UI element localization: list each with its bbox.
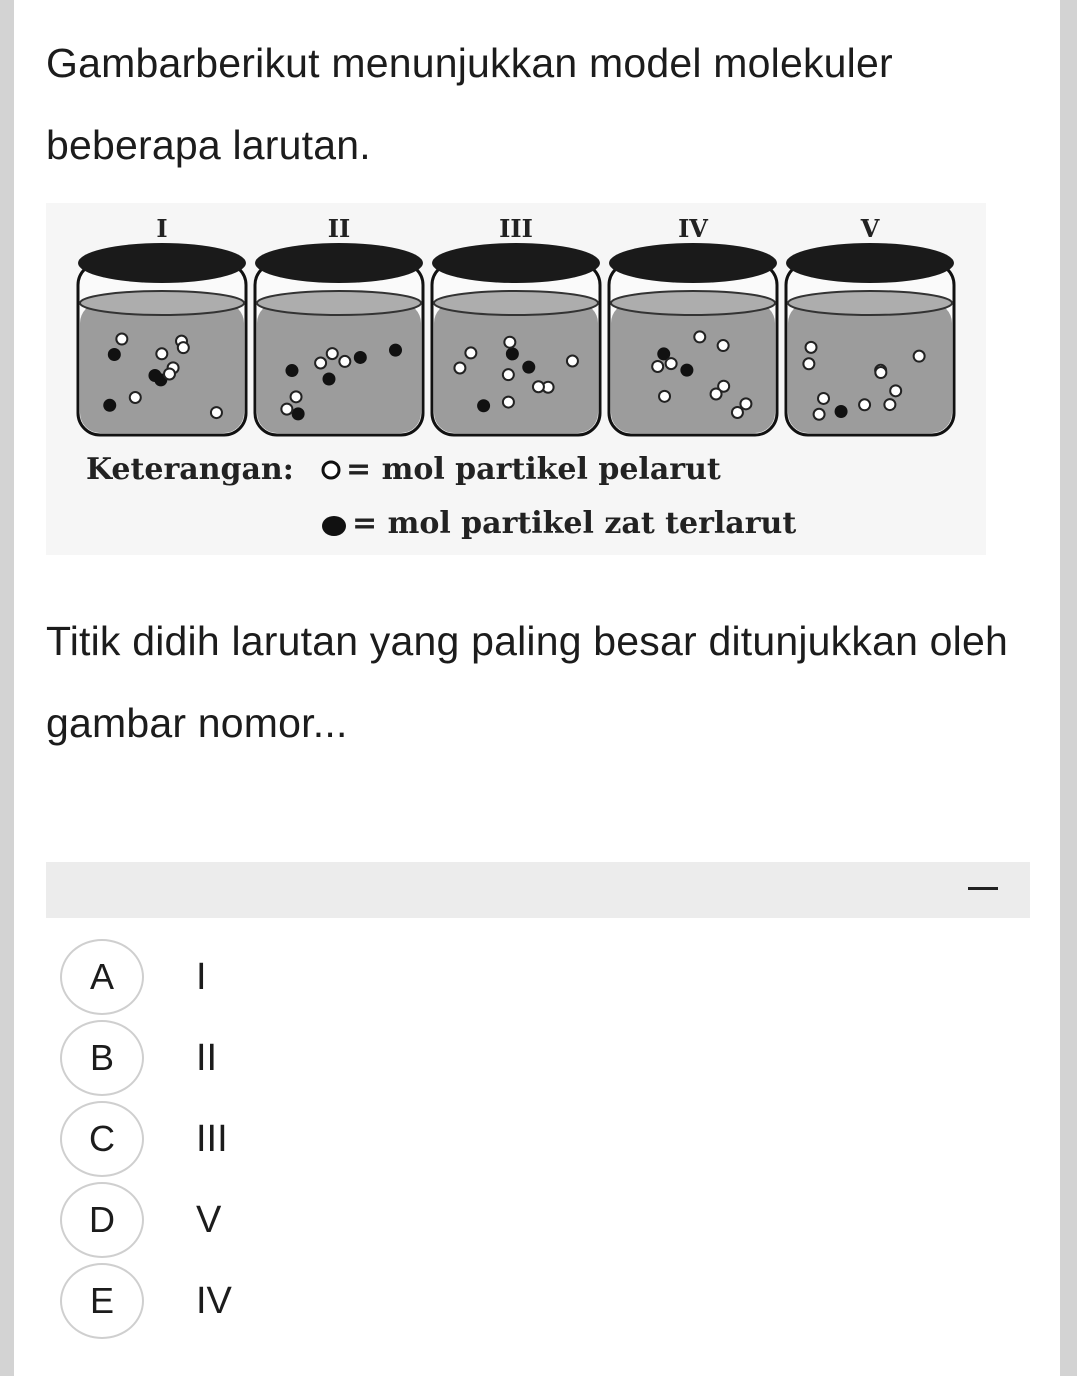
solvent-particle xyxy=(211,407,222,418)
beaker-label: III xyxy=(499,214,533,243)
solute-particle xyxy=(148,369,161,382)
beaker-lid xyxy=(78,243,246,283)
solute-particle xyxy=(292,407,305,420)
solvent-particle xyxy=(164,368,175,379)
solute-particle xyxy=(108,348,121,361)
solvent-particle xyxy=(652,361,663,372)
beaker-1 xyxy=(78,214,246,435)
option-d[interactable] xyxy=(60,1180,660,1260)
option-letter: E xyxy=(60,1263,144,1339)
beaker-label: II xyxy=(327,214,351,243)
solvent-particle xyxy=(803,358,814,369)
option-c[interactable] xyxy=(60,1099,660,1179)
solvent-particle xyxy=(454,362,465,373)
solvent-particle xyxy=(659,391,670,402)
option-a[interactable] xyxy=(60,937,660,1017)
beaker-label: IV xyxy=(678,214,708,243)
solution-surface xyxy=(257,291,421,315)
legend-solvent-icon xyxy=(323,462,339,478)
solvent-particle xyxy=(156,348,167,359)
solvent-particle xyxy=(666,358,677,369)
option-e[interactable] xyxy=(60,1261,660,1341)
solvent-particle xyxy=(914,351,925,362)
beaker-5 xyxy=(786,214,954,435)
option-letter: B xyxy=(60,1020,144,1096)
molecular-model-figure xyxy=(46,203,986,555)
solvent-particle xyxy=(718,340,729,351)
option-text: III xyxy=(196,1117,228,1160)
solvent-particle xyxy=(130,392,141,403)
beaker-label: V xyxy=(860,214,880,243)
legend-solvent-text: = mol partikel pelarut xyxy=(346,452,721,487)
solvent-particle xyxy=(465,347,476,358)
solute-particle xyxy=(285,364,298,377)
answer-bar[interactable] xyxy=(46,862,1030,918)
solvent-particle xyxy=(504,337,515,348)
option-text: V xyxy=(196,1198,222,1241)
solvent-particle xyxy=(875,367,886,378)
beaker-4 xyxy=(609,214,777,435)
beaker-solution xyxy=(257,303,421,433)
beaker-lid xyxy=(609,243,777,283)
solvent-particle xyxy=(859,399,870,410)
option-text: IV xyxy=(196,1279,232,1322)
solvent-particle xyxy=(503,369,514,380)
solvent-particle xyxy=(315,358,326,369)
solvent-particle xyxy=(740,398,751,409)
solvent-particle xyxy=(281,404,292,415)
solvent-particle xyxy=(814,409,825,420)
legend-solute-icon xyxy=(322,516,346,536)
solute-particle xyxy=(506,347,519,360)
solvent-particle xyxy=(339,356,350,367)
beaker-lid xyxy=(255,243,423,283)
solution-surface xyxy=(434,291,598,315)
solvent-particle xyxy=(533,381,544,392)
option-text: II xyxy=(196,1036,218,1079)
solvent-particle xyxy=(327,348,338,359)
solute-particle xyxy=(477,399,490,412)
solvent-particle xyxy=(116,334,127,345)
question-prompt: Titik didih larutan yang paling besar ditunjukkan oleh gambar nomor... xyxy=(46,618,1008,746)
solution-surface xyxy=(611,291,775,315)
solute-particle xyxy=(354,351,367,364)
solvent-particle xyxy=(884,399,895,410)
solvent-particle xyxy=(694,331,705,342)
option-text: I xyxy=(196,955,207,998)
solute-particle xyxy=(835,405,848,418)
solvent-particle xyxy=(291,391,302,402)
legend-solute-text: = mol partikel zat terlarut xyxy=(352,506,797,541)
solute-particle xyxy=(389,344,402,357)
solvent-particle xyxy=(732,407,743,418)
solute-particle xyxy=(680,364,693,377)
solvent-particle xyxy=(890,385,901,396)
solvent-particle xyxy=(806,342,817,353)
collapse-icon[interactable] xyxy=(968,887,998,890)
solvent-particle xyxy=(178,342,189,353)
legend-title: Keterangan: xyxy=(86,452,294,487)
legend xyxy=(86,452,796,541)
solute-particle xyxy=(322,373,335,386)
solvent-particle xyxy=(503,397,514,408)
option-letter: C xyxy=(60,1101,144,1177)
solution-surface xyxy=(80,291,244,315)
solvent-particle xyxy=(567,355,578,366)
option-letter: A xyxy=(60,939,144,1015)
solvent-particle xyxy=(818,393,829,404)
solvent-particle xyxy=(711,388,722,399)
question-card xyxy=(14,0,1060,1376)
beaker-3 xyxy=(432,214,600,435)
solute-particle xyxy=(522,361,535,374)
solution-surface xyxy=(788,291,952,315)
beaker-label: I xyxy=(156,214,168,243)
beaker-lid xyxy=(786,243,954,283)
beaker-2 xyxy=(255,214,423,435)
question-intro: Gambarberikut menunjukkan model molekuler beberapa larutan. xyxy=(46,40,893,168)
option-b[interactable] xyxy=(60,1018,660,1098)
solute-particle xyxy=(103,399,116,412)
beaker-lid xyxy=(432,243,600,283)
option-letter: D xyxy=(60,1182,144,1258)
